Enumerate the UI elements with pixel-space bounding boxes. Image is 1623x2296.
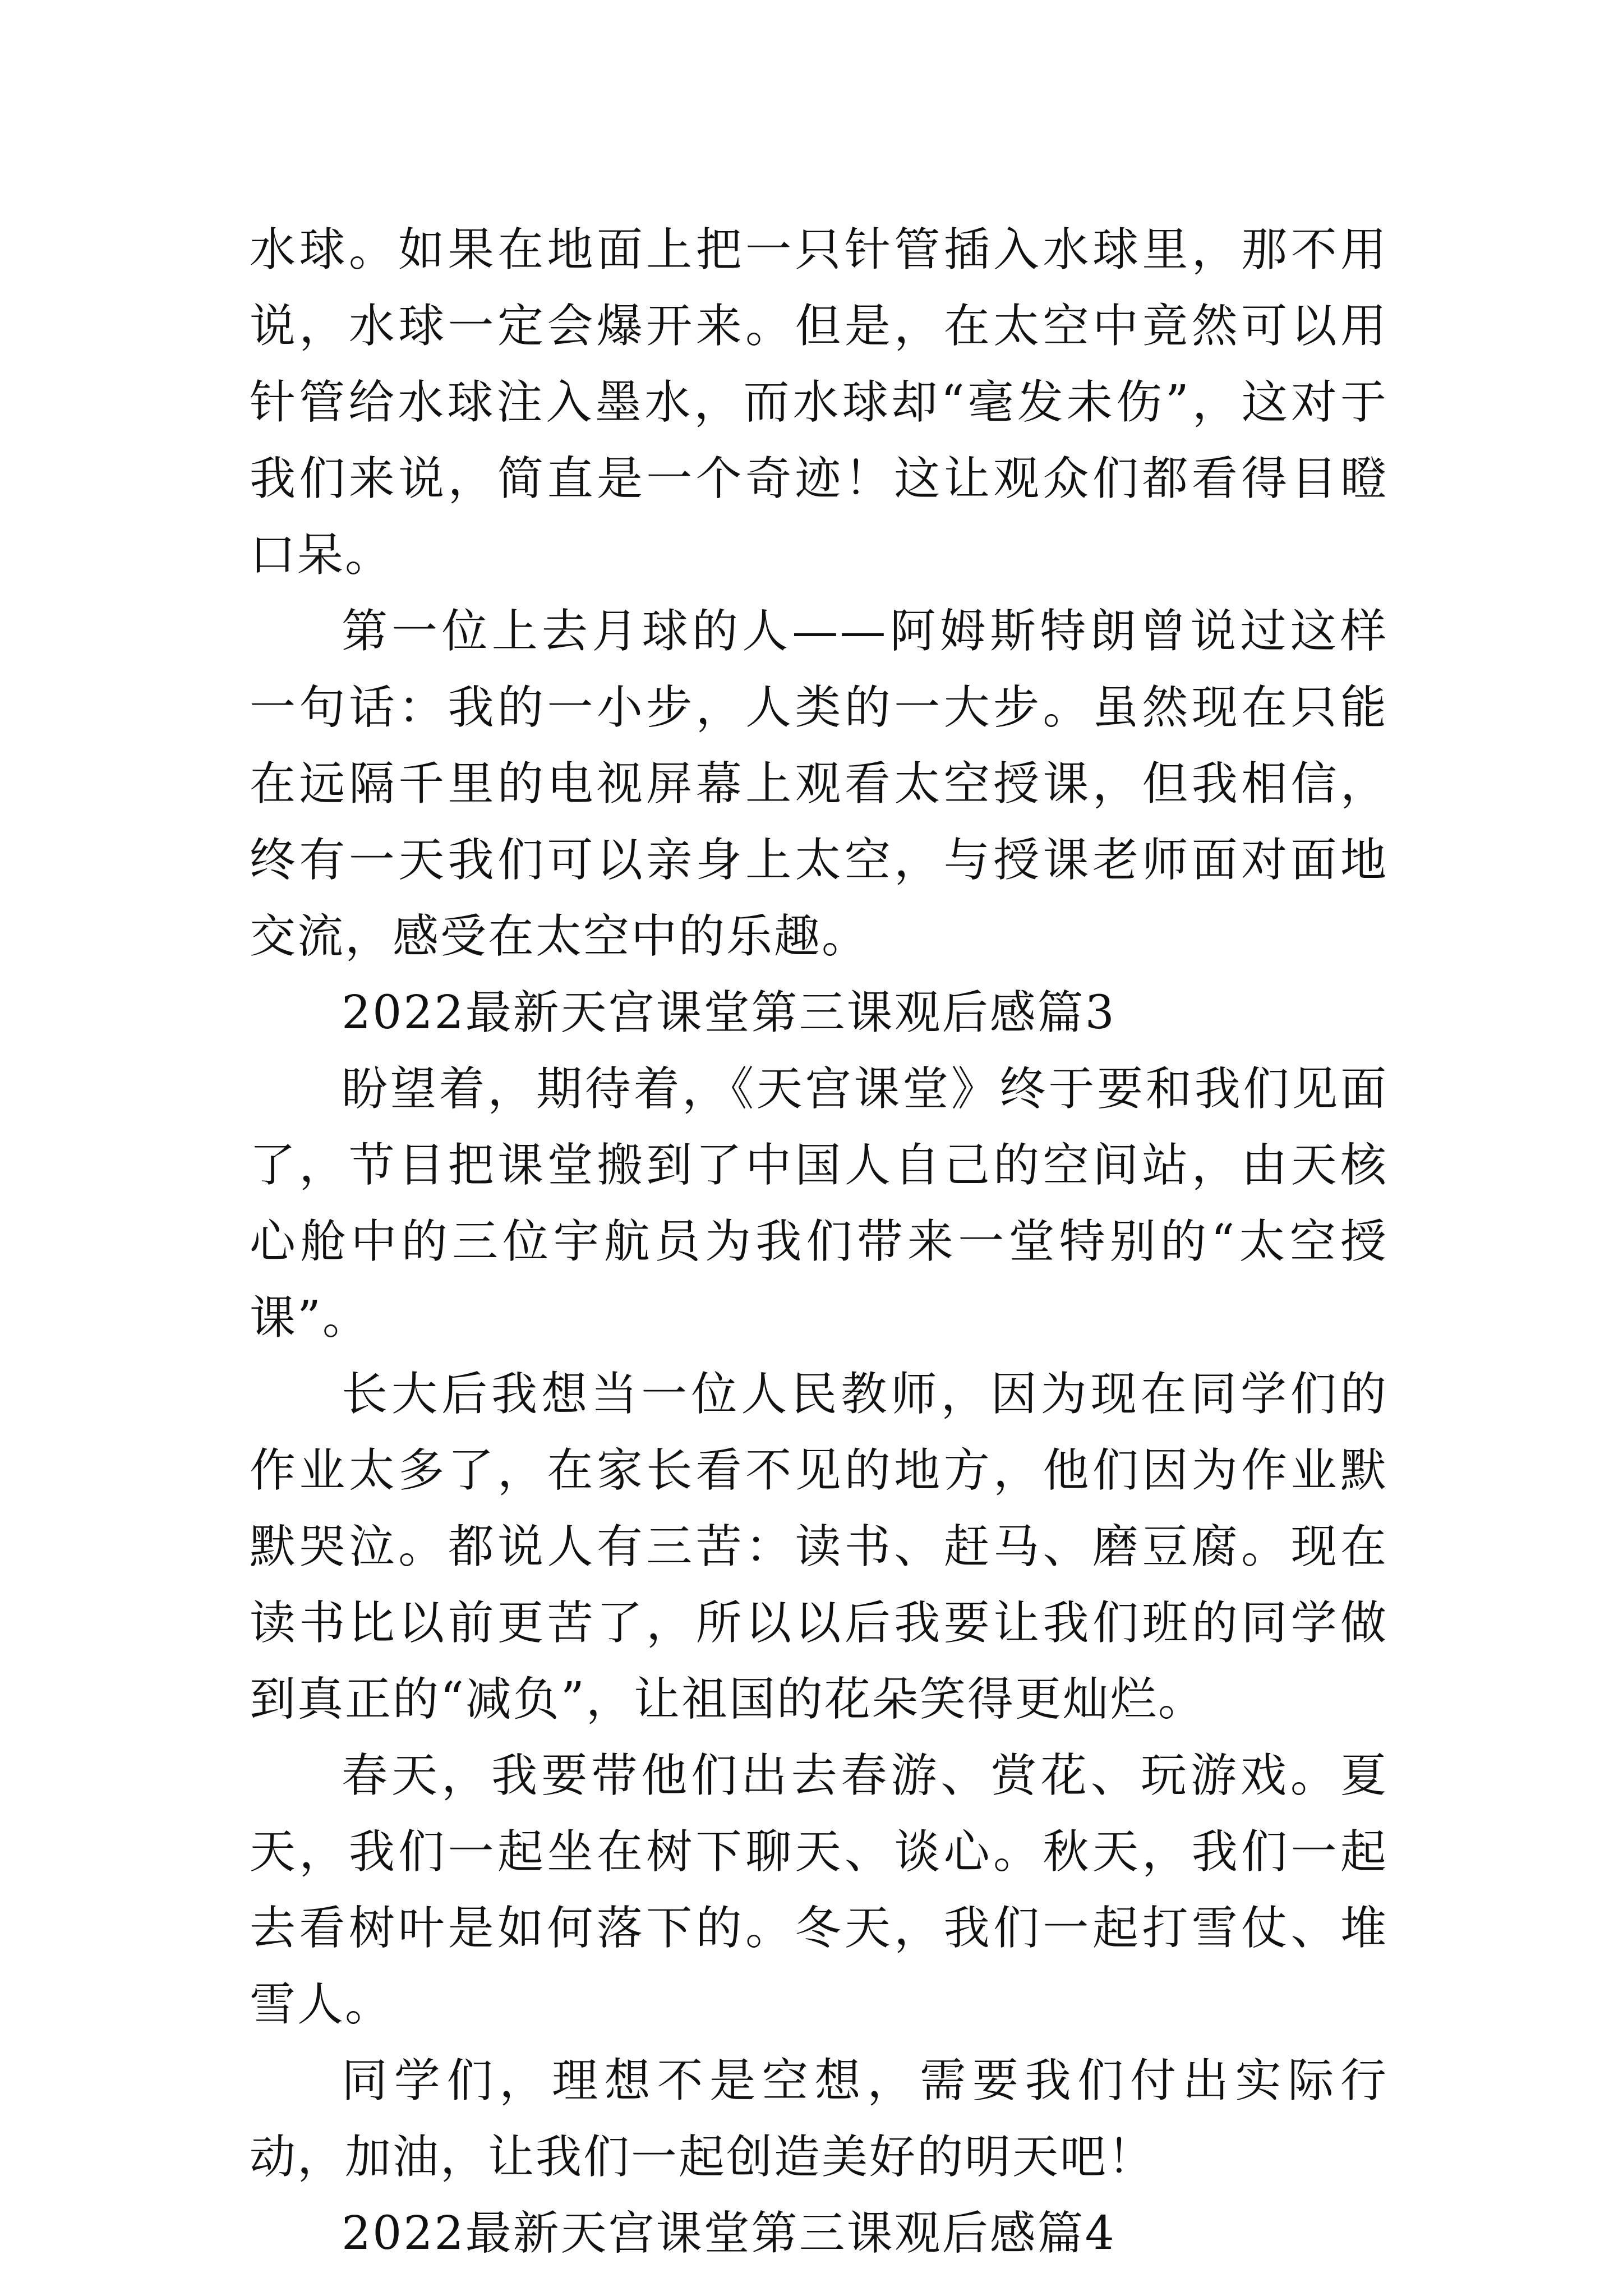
paragraph-1: 水球。如果在地面上把一只针管插入水球里，那不用说，水球一定会爆开来。但是，在太空中竟然可以用针管给水球注入墨水，而水球却“毫发未伤”，这对于我们来说，简直是一个奇迹！这让观众们都看得目瞪口呆。 [250,223,1388,582]
paragraph-6: 同学们，理想不是空想，需要我们付出实际行动，加油，让我们一起创造美好的明天吧！ [250,2054,1388,2184]
paragraph-3: 盼望着，期待着，《天宫课堂》终于要和我们见面了，节目把课堂搬到了中国人自己的空间站，由天核心舱中的三位宇航员为我们带来一堂特别的“太空授课”。 [250,1062,1388,1345]
paragraph-4: 长大后我想当一位人民教师，因为现在同学们的作业太多了，在家长看不见的地方，他们因为作业默默哭泣。都说人有三苦：读书、赶马、磨豆腐。现在读书比以前更苦了，所以以后我要让我们班的同学做到真正的“减负”，让祖国的花朵笑得更灿烂。 [250,1368,1388,1726]
section-heading-4: 2022最新天宫课堂第三课观后感篇4 [342,2207,1116,2260]
document-body [250,212,1388,2272]
section-heading-3: 2022最新天宫课堂第三课观后感篇3 [342,986,1116,1039]
paragraph-5: 春天，我要带他们出去春游、赏花、玩游戏。夏天，我们一起坐在树下聊天、谈心。秋天，我们一起去看树叶是如何落下的。冬天，我们一起打雪仗、堆雪人。 [250,1749,1388,2031]
paragraph-2: 第一位上去月球的人——阿姆斯特朗曾说过这样一句话：我的一小步，人类的一大步。虽然现在只能在远隔千里的电视屏幕上观看太空授课，但我相信，终有一天我们可以亲身上太空，与授课老师面对面地交流，感受在太空中的乐趣。 [250,605,1388,963]
